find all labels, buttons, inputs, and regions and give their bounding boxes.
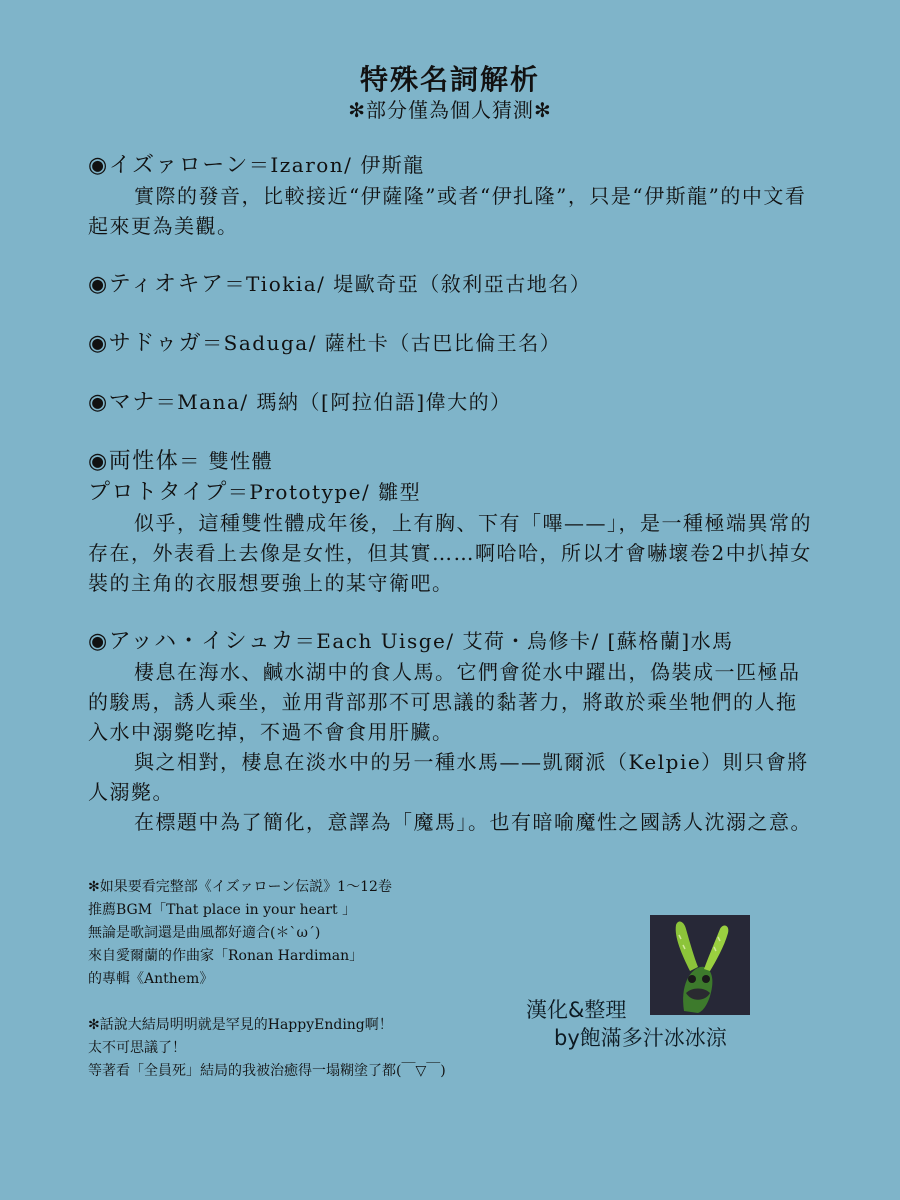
glossary-entry xyxy=(88,150,818,241)
bullet-icon: ◉ xyxy=(88,272,109,297)
entry-paragraph: 在標題中為了簡化，意譯為「魔馬」。也有暗喻魔性之國誘人沈溺之意。 xyxy=(134,810,812,834)
entry-definition: ＝ 雙性體 xyxy=(179,449,274,473)
glossary-entry xyxy=(88,269,818,300)
note-line: 太不可思議了！ xyxy=(88,1040,186,1056)
note-line: 來自愛爾蘭的作曲家「Ronan Hardiman」 xyxy=(88,948,364,964)
entry-heading-secondary xyxy=(88,477,818,508)
note-line: 的專輯《Anthem》 xyxy=(88,971,214,987)
entry-term: イズァローン xyxy=(108,153,249,178)
bullet-icon: ◉ xyxy=(88,390,109,415)
entry-heading xyxy=(88,387,818,418)
glossary-entry xyxy=(88,626,818,837)
entry-definition: ＝Saduga/ 薩杜卡（古巴比倫王名） xyxy=(202,331,562,355)
entry-term: サドゥガ xyxy=(108,331,203,356)
glossary-body xyxy=(88,150,818,837)
glossary-entry xyxy=(88,387,818,418)
glossary-entry xyxy=(88,328,818,359)
credit-line: 漢化&整理 xyxy=(526,998,627,1022)
bullet-icon: ◉ xyxy=(88,629,109,654)
entry-heading xyxy=(88,269,818,300)
page-title: 特殊名詞解析 xyxy=(359,63,540,96)
glossary-entry xyxy=(88,446,818,598)
entry-paragraph: 似乎，這種雙性體成年後，上有胸、下有「嗶——」，是一種極端異常的存在，外表看上去像是女性，但其實……啊哈哈，所以才會嚇壞卷2中扒掉女裝的主角的衣服想要強上的某守衛吧。 xyxy=(88,511,812,595)
note-line: ✻如果要看完整部《イズァローン伝説》1～12卷 xyxy=(88,879,392,895)
entry-heading xyxy=(88,446,818,477)
entry-heading xyxy=(88,150,818,181)
note-line: 等著看「全員死」結局的我被治癒得一塌糊塗了都(￣▽￣) xyxy=(88,1063,446,1079)
entry-term: 両性体 xyxy=(108,449,180,474)
entry-definition: ＝Prototype/ 雛型 xyxy=(227,480,422,504)
bullet-icon: ◉ xyxy=(88,331,109,356)
entry-paragraph: 與之相對，棲息在淡水中的另一種水馬——凱爾派（Kelpie）則只會將人溺斃。 xyxy=(88,750,809,804)
entry-term: プロトタイプ xyxy=(88,480,228,505)
entry-definition: ＝Mana/ 瑪納（[阿拉伯語]偉大的） xyxy=(155,390,512,414)
entry-term: ティオキア xyxy=(108,272,225,297)
entry-definition: ＝Izaron/ 伊斯龍 xyxy=(248,153,425,177)
entry-term: アッハ・イシュカ xyxy=(108,629,295,654)
note-line: 無論是歌詞還是曲風都好適合(＊`ω´) xyxy=(88,925,321,941)
entry-definition: ＝Each Uisge/ 艾荷・烏修卡/ [蘇格蘭]水馬 xyxy=(294,629,734,653)
bullet-icon: ◉ xyxy=(88,153,109,178)
entry-term: マナ xyxy=(108,390,156,415)
page-subtitle: ✻部分僅為個人猜測✻ xyxy=(348,98,552,122)
entry-heading xyxy=(88,626,818,657)
entry-paragraph: 棲息在海水、鹹水湖中的食人馬。它們會從水中躍出，偽裝成一匹極品的駿馬，誘人乘坐，並用背部那不可思議的黏著力，將敢於乘坐牠們的人拖入水中溺斃吃掉，不過不會食用肝臟。 xyxy=(88,660,801,744)
entry-definition: ＝Tiokia/ 堤歐奇亞（敘利亞古地名） xyxy=(224,272,592,296)
entry-heading xyxy=(88,328,818,359)
bullet-icon: ◉ xyxy=(88,449,109,474)
credit-signature xyxy=(526,996,786,1052)
note-line: ✻話說大結局明明就是罕見的HappyEnding啊！ xyxy=(88,1017,393,1033)
note-line: 推薦BGM「That place in your heart 」 xyxy=(88,902,357,918)
entry-paragraph: 實際的發音，比較接近“伊薩隆”或者“伊扎隆”，只是“伊斯龍”的中文看起來更為美觀。 xyxy=(88,184,807,238)
credit-line: by飽滿多汁冰冰涼 xyxy=(554,1026,727,1050)
